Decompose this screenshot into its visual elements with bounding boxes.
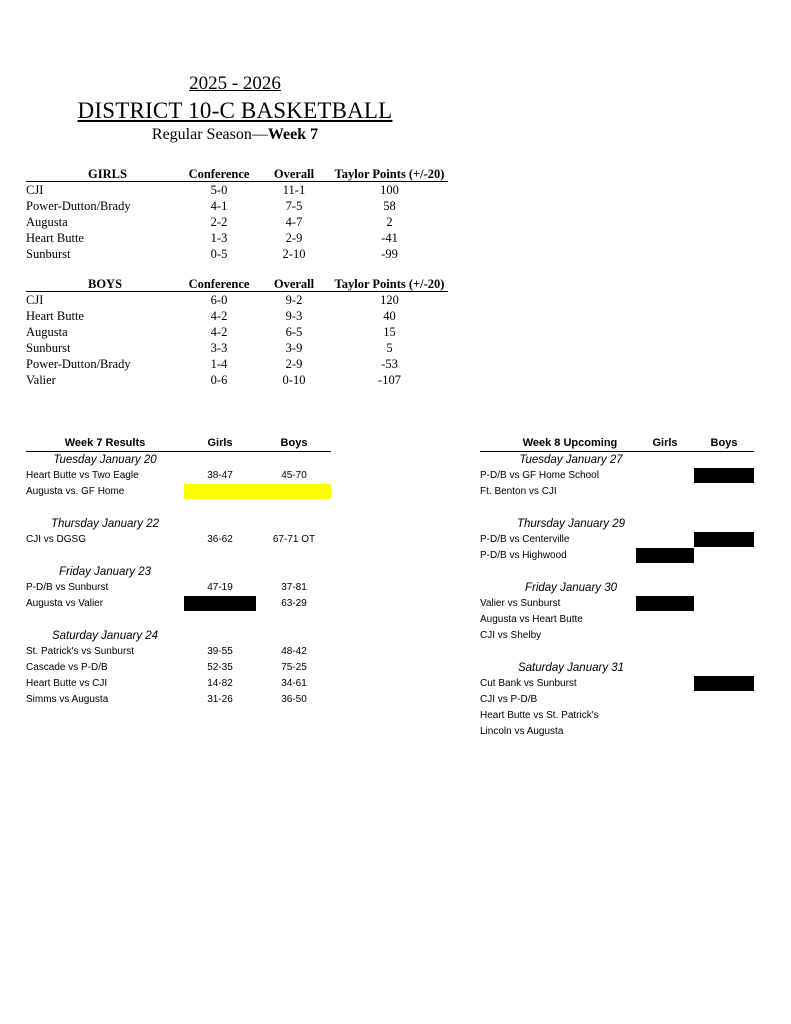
day-label: Tuesday January 20 bbox=[53, 454, 157, 466]
day-label: Saturday January 31 bbox=[517, 662, 625, 674]
boys-score: 63-29 bbox=[281, 598, 307, 609]
game-row bbox=[26, 532, 331, 548]
taylor-points: 5 bbox=[386, 341, 393, 355]
boys-score: 34-61 bbox=[281, 678, 307, 689]
overall-header: Overall bbox=[273, 277, 315, 291]
subtitle-prefix: Regular Season— bbox=[151, 126, 268, 143]
day-heading bbox=[26, 564, 331, 580]
team-name: Heart Butte bbox=[26, 309, 84, 323]
page-subtitle bbox=[0, 126, 470, 144]
overall-record: 9-3 bbox=[285, 309, 303, 323]
overall-record: 6-5 bbox=[285, 325, 303, 339]
standings-row bbox=[26, 214, 448, 230]
girls-score: 14-82 bbox=[207, 678, 233, 689]
conference-record: 5-0 bbox=[210, 183, 228, 197]
team-name: Sunburst bbox=[26, 341, 71, 355]
standings-row bbox=[26, 340, 448, 356]
matchup: Cascade vs P-D/B bbox=[26, 662, 108, 673]
conference-record: 3-3 bbox=[210, 341, 228, 355]
game-row bbox=[26, 468, 331, 484]
boys-score: 36-50 bbox=[281, 694, 307, 705]
spacer bbox=[26, 548, 331, 564]
boys-score: 45-70 bbox=[281, 470, 307, 481]
day-heading bbox=[480, 516, 754, 532]
girls-score: 39-55 bbox=[207, 646, 233, 657]
team-name: Power-Dutton/Brady bbox=[26, 199, 131, 213]
boys-table-header bbox=[26, 277, 448, 292]
game-row bbox=[26, 580, 331, 596]
taylor-points: 120 bbox=[380, 293, 399, 307]
game-row bbox=[480, 724, 754, 740]
redacted-cell bbox=[694, 468, 754, 483]
day-heading bbox=[26, 628, 331, 644]
girls-table-header bbox=[26, 167, 448, 182]
boys-score: 48-42 bbox=[281, 646, 307, 657]
game-row bbox=[480, 708, 754, 724]
taylor-points: -107 bbox=[378, 373, 401, 387]
team-name: CJI bbox=[26, 293, 44, 307]
day-heading bbox=[480, 452, 754, 468]
girls-score: 52-35 bbox=[207, 662, 233, 673]
taylor-points: 58 bbox=[383, 199, 396, 213]
conference-record: 4-2 bbox=[210, 309, 228, 323]
matchup: Heart Butte vs Two Eagle bbox=[26, 470, 139, 481]
matchup: Simms vs Augusta bbox=[26, 694, 109, 705]
matchup: Heart Butte vs St. Patrick's bbox=[480, 710, 599, 721]
redacted-cell bbox=[636, 548, 694, 563]
conference-record: 4-1 bbox=[210, 199, 228, 213]
redacted-cell bbox=[184, 596, 256, 611]
game-row bbox=[26, 644, 331, 660]
team-name: Valier bbox=[26, 373, 56, 387]
standings-row bbox=[26, 292, 448, 308]
conference-record: 1-4 bbox=[210, 357, 228, 371]
team-name: Power-Dutton/Brady bbox=[26, 357, 131, 371]
day-label: Thursday January 29 bbox=[516, 518, 626, 530]
overall-record: 7-5 bbox=[285, 199, 303, 213]
upcoming-title: Week 8 Upcoming bbox=[522, 437, 618, 449]
team-name: Augusta bbox=[26, 215, 68, 229]
matchup: Augusta vs Heart Butte bbox=[480, 614, 583, 625]
girls-score: 47-19 bbox=[207, 582, 233, 593]
conference-record: 1-3 bbox=[210, 231, 228, 245]
spacer bbox=[26, 612, 331, 628]
conference-record: 0-6 bbox=[210, 373, 228, 387]
spacer bbox=[480, 500, 754, 516]
game-row bbox=[480, 628, 754, 644]
upcoming-header bbox=[480, 437, 754, 452]
overall-record: 2-9 bbox=[285, 357, 303, 371]
matchup: Augusta vs Valier bbox=[26, 598, 104, 609]
overall-record: 0-10 bbox=[282, 373, 306, 387]
matchup: Lincoln vs Augusta bbox=[480, 726, 564, 737]
game-row bbox=[26, 484, 331, 500]
boys-score: 67-71 OT bbox=[272, 534, 316, 545]
matchup: CJI vs P-D/B bbox=[480, 694, 538, 705]
matchup: Ft. Benton vs CJI bbox=[480, 486, 557, 497]
taylor-points: 40 bbox=[383, 309, 396, 323]
redacted-cell bbox=[636, 596, 694, 611]
results-header bbox=[26, 437, 331, 452]
taylor-points: 2 bbox=[386, 215, 393, 229]
week8-upcoming-section bbox=[480, 437, 754, 740]
standings-row bbox=[26, 198, 448, 214]
subtitle-week: Week 7 bbox=[267, 126, 319, 143]
taylor-points: 15 bbox=[383, 325, 396, 339]
matchup: P-D/B vs GF Home School bbox=[480, 470, 599, 481]
game-row bbox=[480, 532, 754, 548]
overall-record: 11-1 bbox=[282, 183, 306, 197]
day-heading bbox=[480, 580, 754, 596]
matchup: Valier vs Sunburst bbox=[480, 598, 561, 609]
boys-label: BOYS bbox=[88, 277, 123, 291]
day-heading bbox=[26, 516, 331, 532]
team-name: Augusta bbox=[26, 325, 68, 339]
matchup: P-D/B vs Sunburst bbox=[26, 582, 109, 593]
results-title: Week 7 Results bbox=[64, 437, 146, 449]
overall-record: 2-9 bbox=[285, 231, 303, 245]
matchup: Augusta vs. GF Home bbox=[26, 486, 125, 497]
standings-row bbox=[26, 324, 448, 340]
team-name: Heart Butte bbox=[26, 231, 84, 245]
day-heading bbox=[26, 452, 331, 468]
season-heading: 2025 - 2026 bbox=[189, 73, 281, 94]
overall-record: 3-9 bbox=[285, 341, 303, 355]
overall-record: 4-7 bbox=[285, 215, 303, 229]
results-boys-header: Boys bbox=[280, 437, 308, 449]
conference-record: 0-5 bbox=[210, 247, 228, 261]
game-row bbox=[480, 612, 754, 628]
overall-record: 9-2 bbox=[285, 293, 303, 307]
game-row bbox=[480, 484, 754, 500]
boys-score: 37-81 bbox=[281, 582, 307, 593]
matchup: P-D/B vs Centerville bbox=[480, 534, 570, 545]
game-row bbox=[26, 596, 331, 612]
girls-score: 31-26 bbox=[207, 694, 233, 705]
taylor-points-header: Taylor Points (+/-20) bbox=[334, 277, 445, 291]
girls-label: GIRLS bbox=[88, 167, 127, 181]
team-name: Sunburst bbox=[26, 247, 71, 261]
standings-row bbox=[26, 182, 448, 198]
day-label: Friday January 23 bbox=[58, 566, 152, 578]
team-name: CJI bbox=[26, 183, 44, 197]
game-row bbox=[480, 692, 754, 708]
game-row bbox=[480, 676, 754, 692]
girls-standings-table bbox=[26, 167, 448, 262]
spacer bbox=[480, 564, 754, 580]
week7-results-section bbox=[26, 437, 331, 708]
results-girls-header: Girls bbox=[207, 437, 233, 449]
game-row bbox=[480, 548, 754, 564]
game-row bbox=[26, 676, 331, 692]
matchup: St. Patrick's vs Sunburst bbox=[26, 646, 135, 657]
standings-row bbox=[26, 372, 448, 388]
conference-header: Conference bbox=[188, 277, 250, 291]
taylor-points: 100 bbox=[380, 183, 399, 197]
matchup: Heart Butte vs CJI bbox=[26, 678, 108, 689]
game-row bbox=[480, 596, 754, 612]
game-row bbox=[26, 660, 331, 676]
day-label: Tuesday January 27 bbox=[519, 454, 623, 466]
spacer bbox=[26, 500, 331, 516]
boys-score: 75-25 bbox=[281, 662, 307, 673]
taylor-points-header: Taylor Points (+/-20) bbox=[334, 167, 445, 181]
boys-standings-table bbox=[26, 277, 448, 388]
upcoming-girls-header: Girls bbox=[652, 437, 678, 449]
page-title: DISTRICT 10-C BASKETBALL bbox=[77, 98, 393, 123]
conference-record: 4-2 bbox=[210, 325, 228, 339]
girls-score: 36-62 bbox=[207, 534, 233, 545]
upcoming-boys-header: Boys bbox=[710, 437, 738, 449]
highlight-bar bbox=[184, 484, 331, 499]
day-label: Thursday January 22 bbox=[50, 518, 160, 530]
game-row bbox=[480, 468, 754, 484]
day-label: Friday January 30 bbox=[524, 582, 618, 594]
taylor-points: -53 bbox=[381, 357, 398, 371]
matchup: P-D/B vs Highwood bbox=[480, 550, 567, 561]
matchup: CJI vs Shelby bbox=[480, 630, 542, 641]
day-label: Saturday January 24 bbox=[51, 630, 159, 642]
redacted-cell bbox=[694, 532, 754, 547]
taylor-points: -41 bbox=[381, 231, 398, 245]
matchup: Cut Bank vs Sunburst bbox=[480, 678, 577, 689]
standings-row bbox=[26, 230, 448, 246]
conference-record: 6-0 bbox=[210, 293, 228, 307]
standings-row bbox=[26, 246, 448, 262]
conference-header: Conference bbox=[188, 167, 250, 181]
matchup: CJI vs DGSG bbox=[26, 534, 87, 545]
spacer bbox=[480, 644, 754, 660]
standings-row bbox=[26, 308, 448, 324]
conference-record: 2-2 bbox=[210, 215, 228, 229]
standings-row bbox=[26, 356, 448, 372]
day-heading bbox=[480, 660, 754, 676]
overall-header: Overall bbox=[273, 167, 315, 181]
overall-record: 2-10 bbox=[282, 247, 306, 261]
taylor-points: -99 bbox=[381, 247, 398, 261]
girls-score: 38-47 bbox=[207, 470, 233, 481]
redacted-cell bbox=[694, 676, 754, 691]
game-row bbox=[26, 692, 331, 708]
